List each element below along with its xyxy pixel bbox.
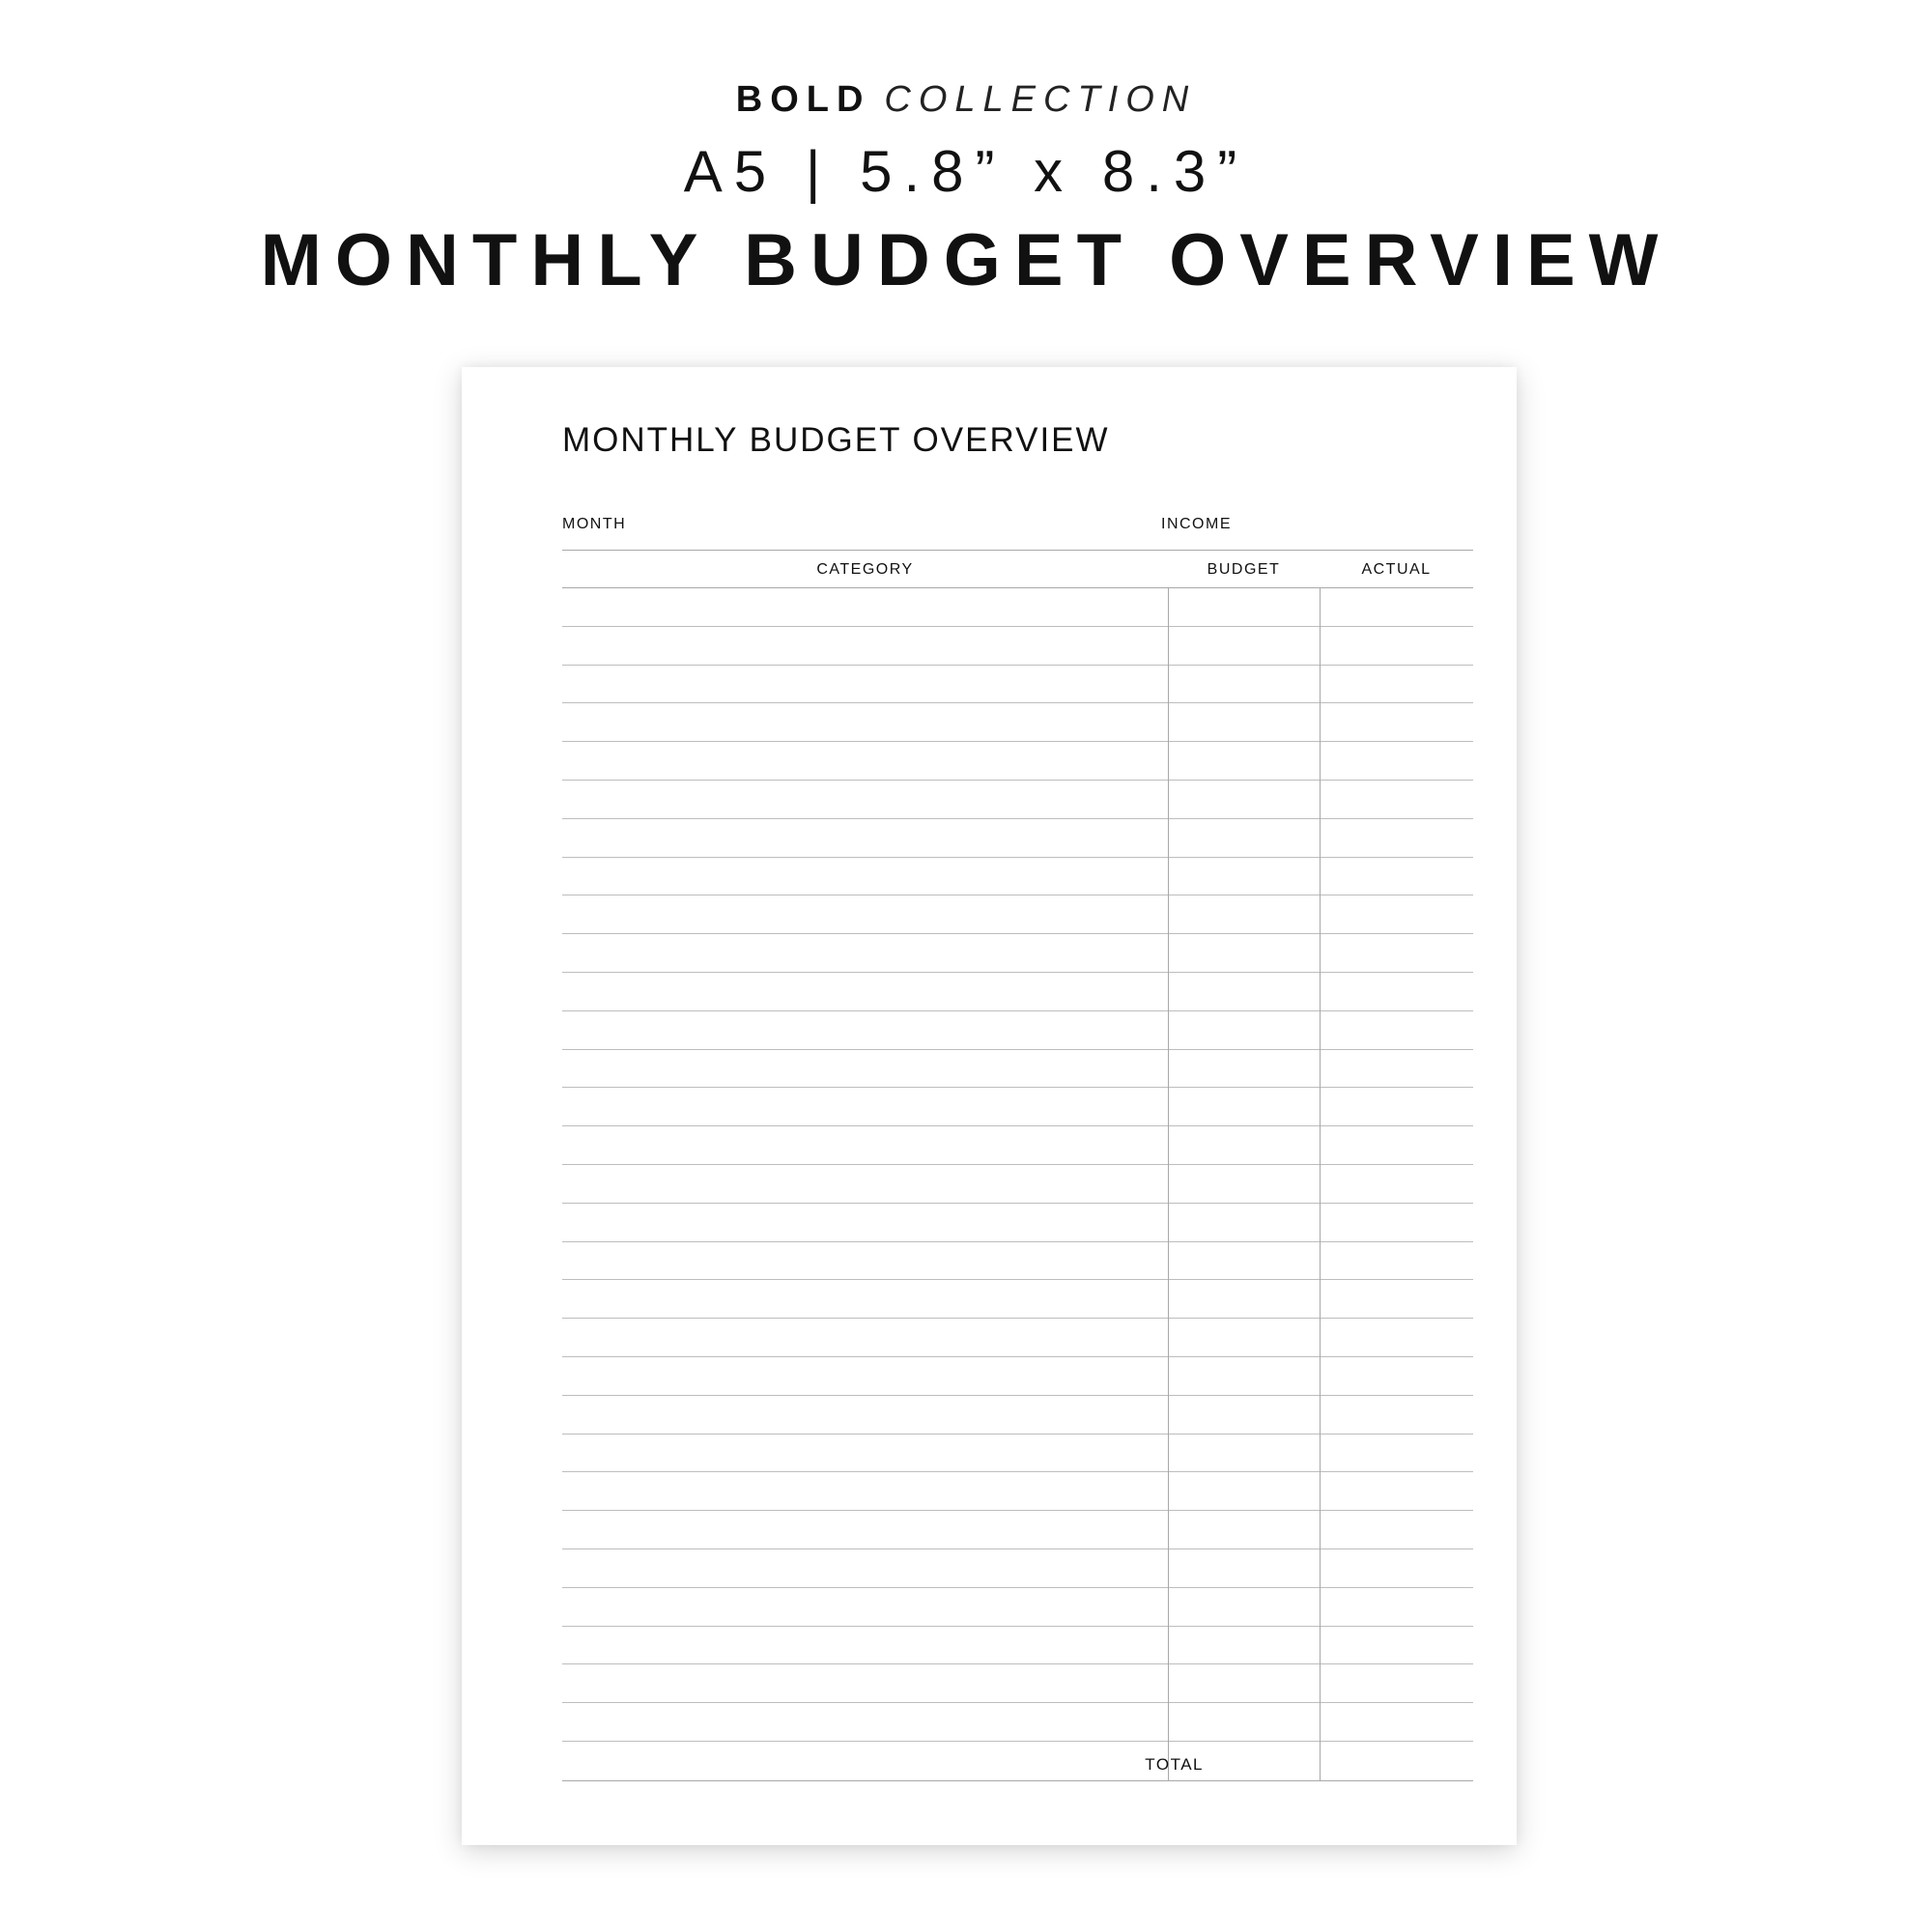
table-row-rule (562, 1318, 1473, 1319)
table-row-rule (562, 665, 1473, 666)
table-row-rule (562, 1741, 1473, 1742)
table-row-rule (562, 857, 1473, 858)
collection-bold-word: BOLD (735, 79, 871, 120)
column-header-category: CATEGORY (816, 561, 914, 578)
table-row-rule (562, 1010, 1473, 1011)
table-row-rule (562, 780, 1473, 781)
collection-word: COLLECTION (884, 79, 1197, 120)
budget-column-divider (1168, 587, 1169, 1780)
column-header-budget: BUDGET (1207, 561, 1281, 578)
month-label: MONTH (562, 516, 627, 532)
table-row-rule (562, 933, 1473, 934)
table-row-rule (562, 1434, 1473, 1435)
table-row-rule (562, 1510, 1473, 1511)
table-row-rule (562, 1049, 1473, 1050)
table-row-rule (562, 702, 1473, 703)
table-row-rule (562, 818, 1473, 819)
table-row-rule (562, 1471, 1473, 1472)
size-heading: A5 | 5.8” x 8.3” (683, 139, 1249, 204)
table-row-rule (562, 1125, 1473, 1126)
table-row-rule (562, 1395, 1473, 1396)
table-row-rule (562, 1164, 1473, 1165)
table-row-rule (562, 1626, 1473, 1627)
planner-sheet (462, 367, 1517, 1845)
table-row-rule (562, 1548, 1473, 1549)
table-row-rule (562, 626, 1473, 627)
table-row-rule (562, 1356, 1473, 1357)
table-row-rule (562, 972, 1473, 973)
table-row-rule (562, 1087, 1473, 1088)
header-top-rule (562, 550, 1473, 551)
header-bottom-rule (562, 587, 1473, 588)
table-row-rule (562, 741, 1473, 742)
table-row-rule (562, 1241, 1473, 1242)
total-bottom-rule (562, 1780, 1473, 1781)
collection-heading (0, 81, 1932, 118)
total-label: TOTAL (1145, 1755, 1204, 1774)
column-header-actual: ACTUAL (1361, 561, 1432, 578)
table-row-rule (562, 1663, 1473, 1664)
actual-column-divider (1320, 587, 1321, 1780)
product-title: MONTHLY BUDGET OVERVIEW (260, 219, 1672, 301)
table-row-rule (562, 1279, 1473, 1280)
table-row-rule (562, 1587, 1473, 1588)
sheet-title: MONTHLY BUDGET OVERVIEW (562, 421, 1110, 459)
table-row-rule (562, 1203, 1473, 1204)
table-row-rule (562, 1702, 1473, 1703)
income-label: INCOME (1161, 516, 1232, 532)
